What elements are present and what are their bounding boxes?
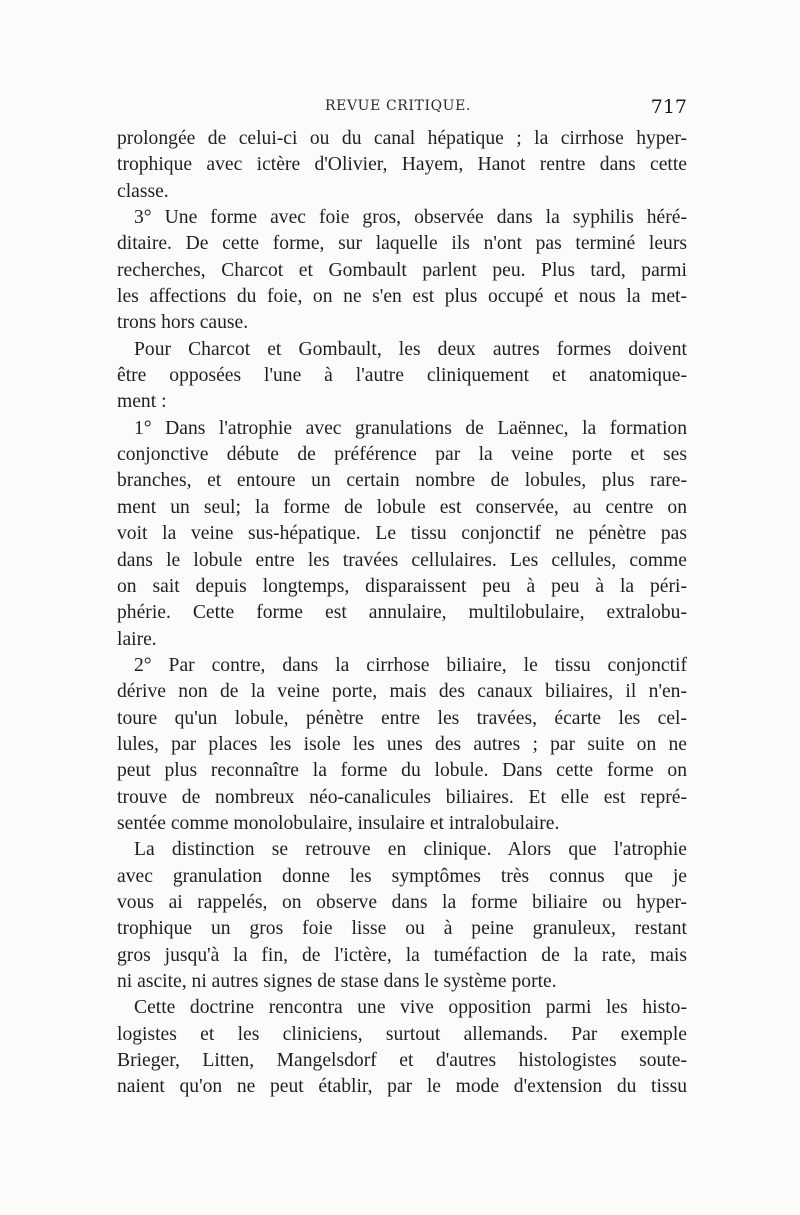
- text-line: conjonctive débute de préférence par la veine porte et ses: [117, 444, 687, 466]
- text-line: avec granulation donne les symptômes très connus que je: [117, 865, 687, 887]
- text-line: lules, par places les isole les unes des autres ; par suite on ne: [117, 733, 687, 755]
- text-line: les affections du foie, on ne s'en est plus occupé et nous la met-: [117, 286, 687, 308]
- text-line: ni ascite, ni autres signes de stase dans le système porte.: [117, 971, 557, 992]
- text-line: trophique avec ictère d'Olivier, Hayem, Hanot rentre dans cette: [117, 154, 687, 176]
- text-line: 3° Une forme avec foie gros, observée dans la syphilis héré-: [134, 207, 687, 229]
- text-line: classe.: [117, 180, 169, 202]
- running-head: REVUE CRITIQUE.: [325, 98, 471, 114]
- text-line: gros jusqu'à la fin, de l'ictère, la tuméfaction de la rate, mais: [117, 944, 687, 966]
- text-line: vous ai rappelés, on observe dans la forme biliaire ou hyper-: [117, 891, 687, 913]
- text-line: sentée comme monolobulaire, insulaire et intralobulaire.: [117, 812, 560, 834]
- text-line: trouve de nombreux néo-canalicules biliaires. Et elle est repré-: [117, 786, 687, 808]
- page-header: [117, 96, 687, 122]
- text-line: on sait depuis longtemps, disparaissent peu à peu à la péri-: [117, 575, 687, 597]
- text-line: être opposées l'une à l'autre cliniquement et anatomique-: [117, 365, 687, 387]
- text-line: voit la veine sus-hépatique. Le tissu conjonctif ne pénètre pas: [117, 523, 687, 545]
- text-line: ment :: [117, 391, 167, 413]
- text-line: prolongée de celui-ci ou du canal hépatique ; la cirrhose hyper-: [117, 128, 687, 149]
- text-line: Pour Charcot et Gombault, les deux autres formes doivent: [134, 338, 687, 360]
- text-line: phérie. Cette forme est annulaire, multilobulaire, extralobu-: [117, 602, 687, 624]
- text-line: 1° Dans l'atrophie avec granulations de Laënnec, la formation: [134, 417, 687, 439]
- text-line: 2° Par contre, dans la cirrhose biliaire, le tissu conjonctif: [134, 654, 687, 676]
- text-line: dérive non de la veine porte, mais des canaux biliaires, il n'en-: [117, 681, 687, 703]
- text-line: laire.: [117, 628, 157, 650]
- text-line: recherches, Charcot et Gombault parlent peu. Plus tard, parmi: [117, 259, 687, 281]
- text-line: Cette doctrine rencontra une vive opposition parmi les histo-: [134, 997, 687, 1019]
- text-line: logistes et les cliniciens, surtout allemands. Par exemple: [117, 1023, 687, 1045]
- body-text: [117, 126, 687, 1101]
- text-line: trons hors cause.: [117, 312, 249, 334]
- text-line: dans le lobule entre les travées cellulaires. Les cellules, comme: [117, 549, 687, 571]
- text-line: toure qu'un lobule, pénètre entre les travées, écarte les cel-: [117, 707, 687, 729]
- text-line: peut plus reconnaître la forme du lobule. Dans cette forme on: [117, 760, 687, 782]
- text-line: trophique un gros foie lisse ou à peine granuleux, restant: [117, 918, 687, 940]
- text-line: naient qu'on ne peut établir, par le mode d'extension du tissu: [117, 1076, 687, 1098]
- text-line: Brieger, Litten, Mangelsdorf et d'autres histologistes soute-: [117, 1050, 687, 1072]
- text-line: ditaire. De cette forme, sur laquelle ils n'ont pas terminé leurs: [117, 233, 687, 255]
- page-number: 717: [650, 96, 687, 118]
- text-line: branches, et entoure un certain nombre de lobules, plus rare-: [117, 470, 687, 492]
- text-line: ment un seul; la forme de lobule est conservée, au centre on: [117, 496, 687, 518]
- text-line: La distinction se retrouve en clinique. Alors que l'atrophie: [134, 839, 687, 861]
